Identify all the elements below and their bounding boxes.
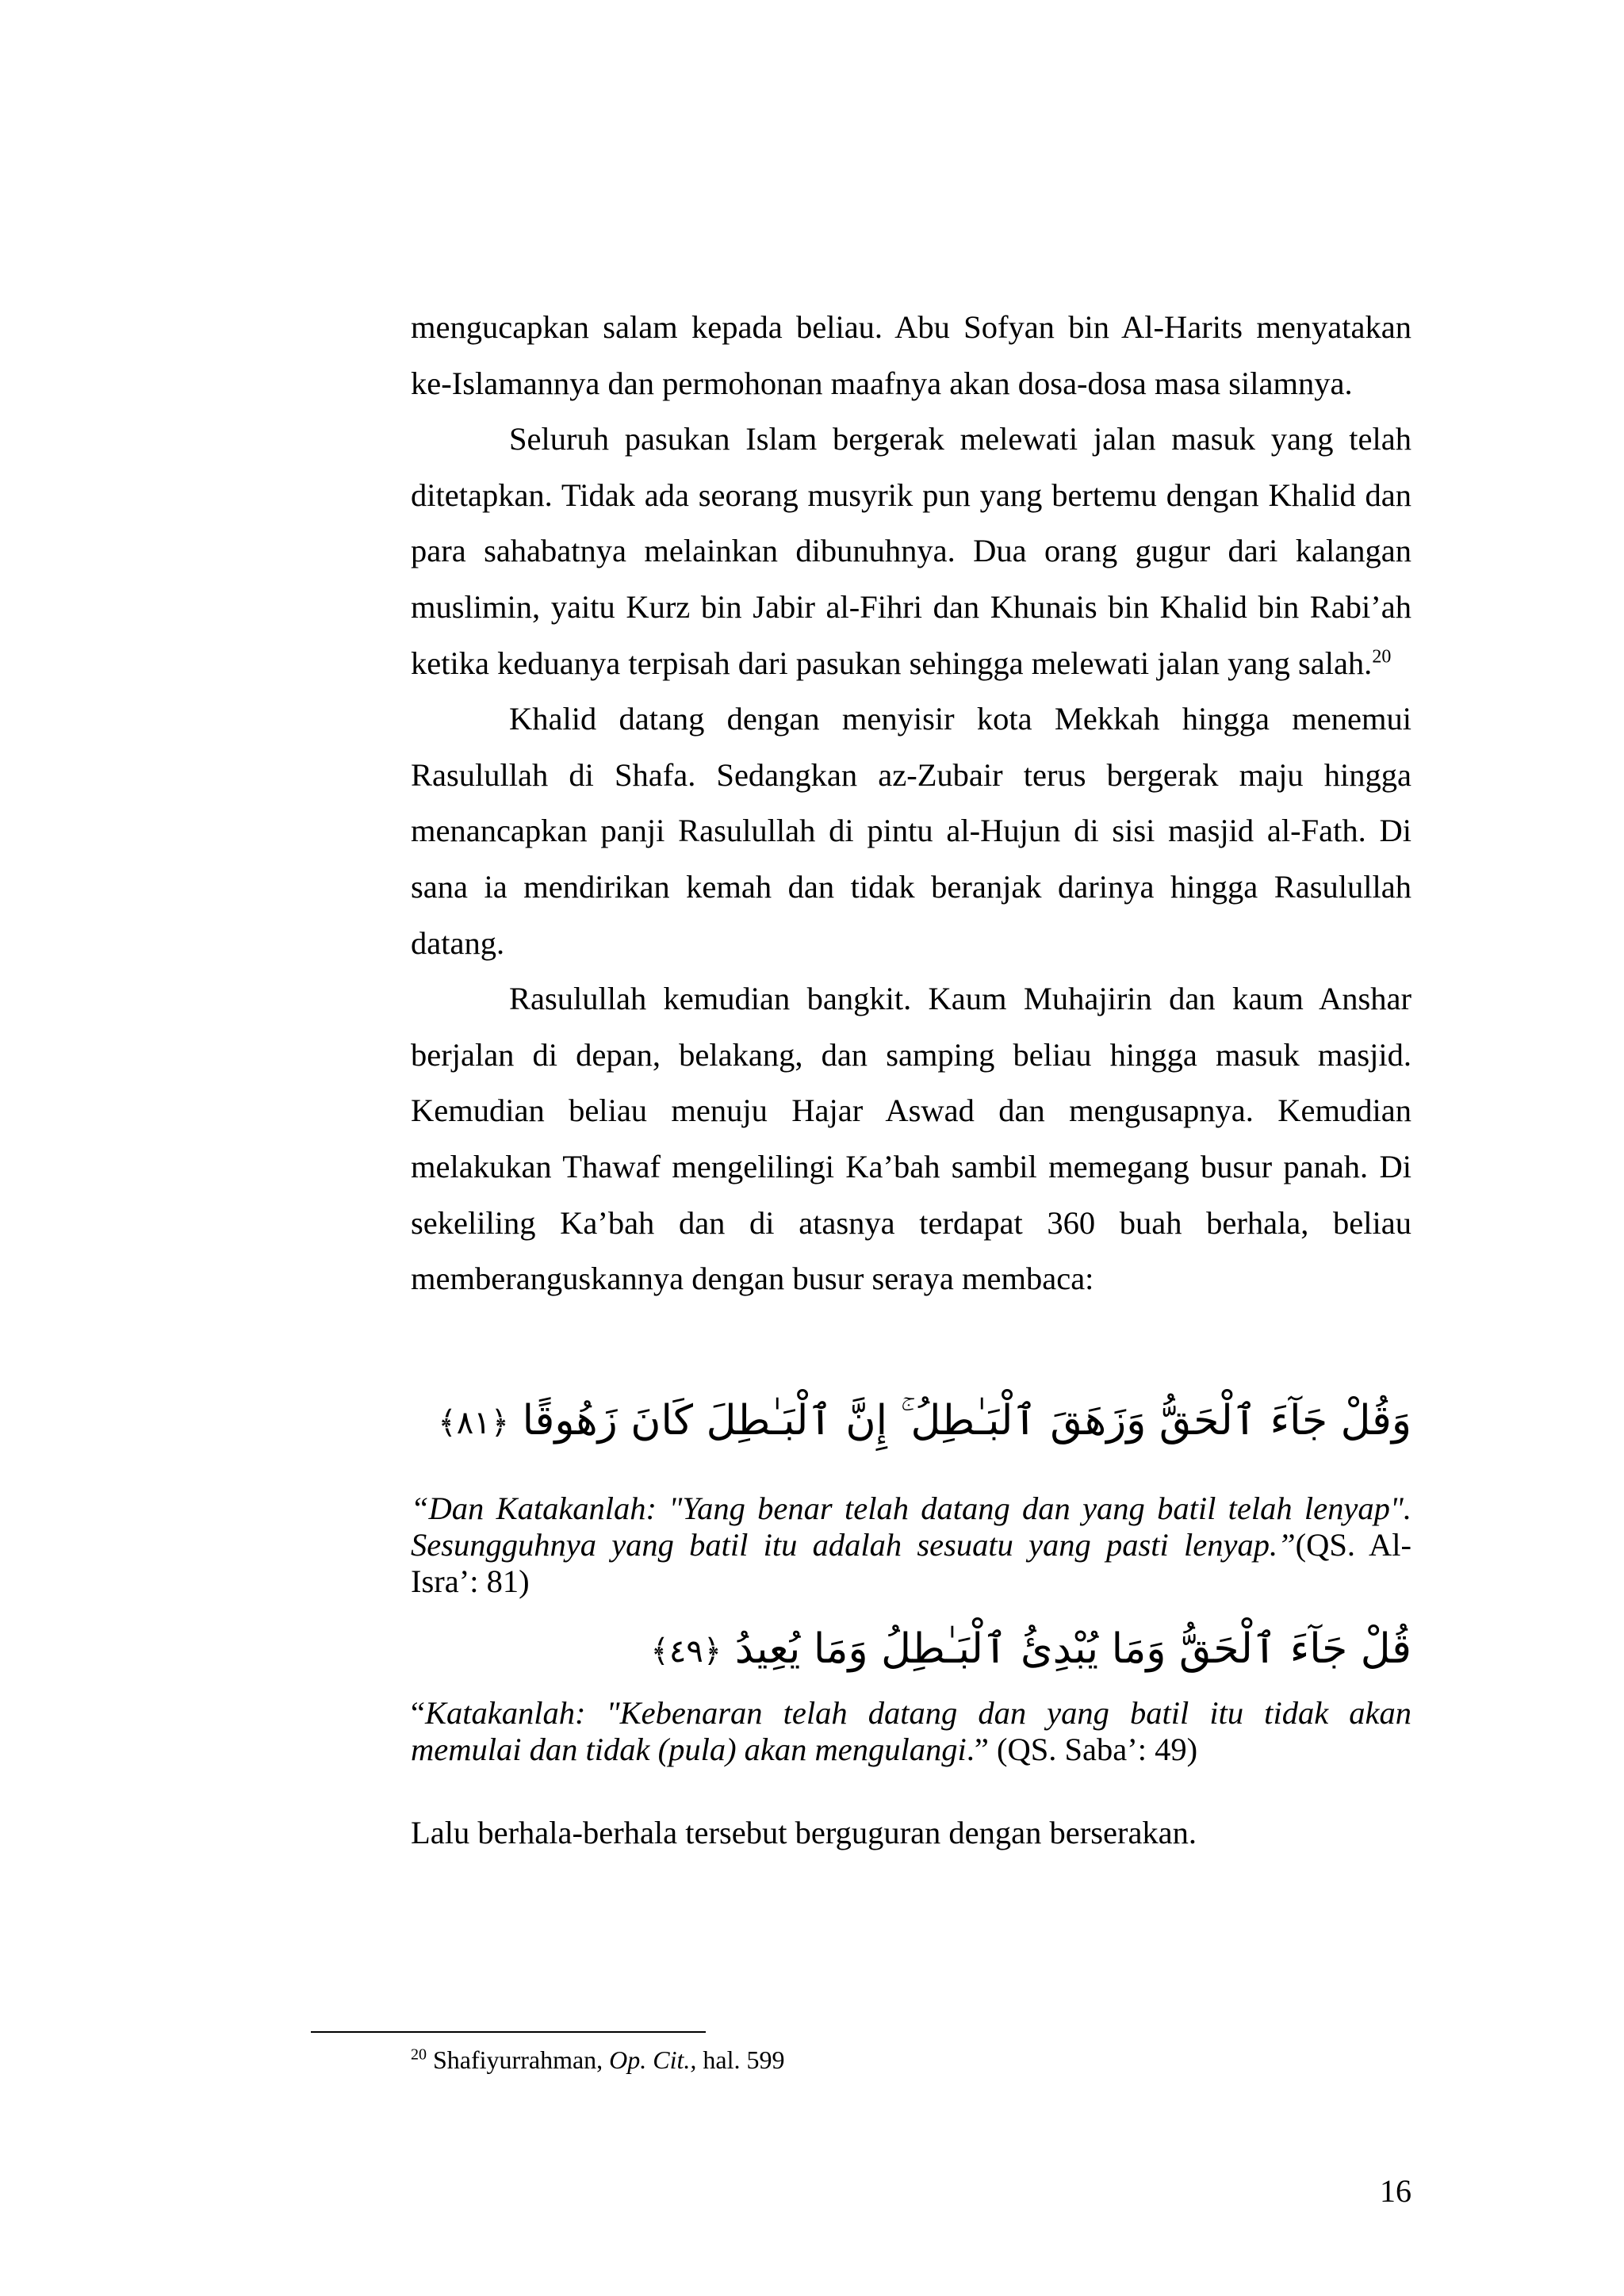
footnote-ref[interactable]: 20 [1372,646,1392,668]
footnote-work: Op. Cit., [609,2045,697,2074]
footnote-number: 20 [411,2045,427,2064]
footnote-author: Shafiyurrahman, [433,2045,610,2074]
footnote [411,2044,784,2076]
page-number: 16 [1380,2173,1411,2209]
paragraph-4: Rasulullah kemudian bangkit. Kaum Muhajirin dan kaum Anshar berjalan di depan, belakang, dan samping beliau hingga masuk masjid. Kemudian beliau menuju Hajar Aswad dan mengusapnya. Kemudian melakukan Thawaf mengelilingi Ka’bah sambil memegang busur panah. Di sekeliling Ka’bah dan di atasnya terdapat 360 buah berhala, beliau memberanguskannya dengan busur seraya membaca: [411,981,1411,1297]
verse-1-citation: (QS. Al-Isra’: 81) [411,1527,1412,1599]
closing-line: Lalu berhala-berhala tersebut berguguran dengan berserakan. [411,1815,1197,1850]
ayah-end-marker-icon: ﴿٨١﴾ [438,1405,510,1441]
footnote-page: hal. 599 [696,2045,785,2074]
verse-1-translation-text: “Dan Katakanlah: "Yang benar telah datang dan yang batil telah lenyap". Sesungguhnya yang batil itu adalah sesuatu yang pasti lenyap.” [411,1490,1411,1563]
verse-2-close-quote: .” [966,1732,989,1767]
verse-2-number: ٤٩ [668,1633,703,1670]
verse-2-arabic: قُلْ جَآءَ ٱلْحَقُّ وَمَا يُبْدِئُ ٱلْبَـٰطِلُ وَمَا يُعِيدُ [734,1625,1411,1673]
verse-1-arabic: وَقُلْ جَآءَ ٱلْحَقُّ وَزَهَقَ ٱلْبَـٰطِلُ ۚ إِنَّ ٱلْبَـٰطِلَ كَانَ زَهُوقًا [522,1397,1411,1445]
ayah-end-marker-icon: ﴿٤٩﴾ [650,1633,722,1670]
verse-2-open-quote: “ [411,1695,425,1731]
footnote-separator [311,2031,706,2033]
verse-2-translation-text: : "Kebenaran telah datang dan yang batil itu tidak akan memulai dan tidak (pula) akan mengulangi [411,1695,1411,1767]
paragraph-1: mengucapkan salam kepada beliau. Abu Sofyan bin Al-Harits menyatakan ke-Islamannya dan permohonan maafnya akan dosa-dosa masa silamnya. [411,309,1411,401]
quran-verse-1 [411,1389,1411,1455]
body-text [411,300,1411,1307]
paragraph-3: Khalid datang dengan menyisir kota Mekkah hingga menemui Rasulullah di Shafa. Sedangkan az-Zubair terus bergerak maju hingga menancapkan panji Rasulullah di pintu al-Hujun di sisi masjid al-Fath. Di sana ia mendirikan kemah dan tidak beranjak darinya hingga Rasulullah datang. [411,701,1411,961]
verse-1-number: ٨١ [456,1405,491,1441]
verse-1-translation [411,1490,1411,1600]
paragraph-2 [411,411,1411,691]
verse-2-citation: (QS. Saba’: 49) [997,1732,1198,1767]
paragraph-2-text: Seluruh pasukan Islam bergerak melewati jalan masuk yang telah ditetapkan. Tidak ada seorang musyrik pun yang bertemu dengan Khalid dan para sahabatnya melainkan dibunuhnya. Dua orang gugur dari kalangan muslimin, yaitu Kurz bin Jabir al-Fihri dan Khunais bin Khalid bin Rabi’ah ketika keduanya terpisah dari pasukan sehingga melewati jalan yang salah. [411,421,1411,681]
verse-2-label: Katakanlah [424,1695,575,1731]
quran-verse-2 [411,1617,1411,1683]
verse-2-translation [411,1695,1411,1768]
